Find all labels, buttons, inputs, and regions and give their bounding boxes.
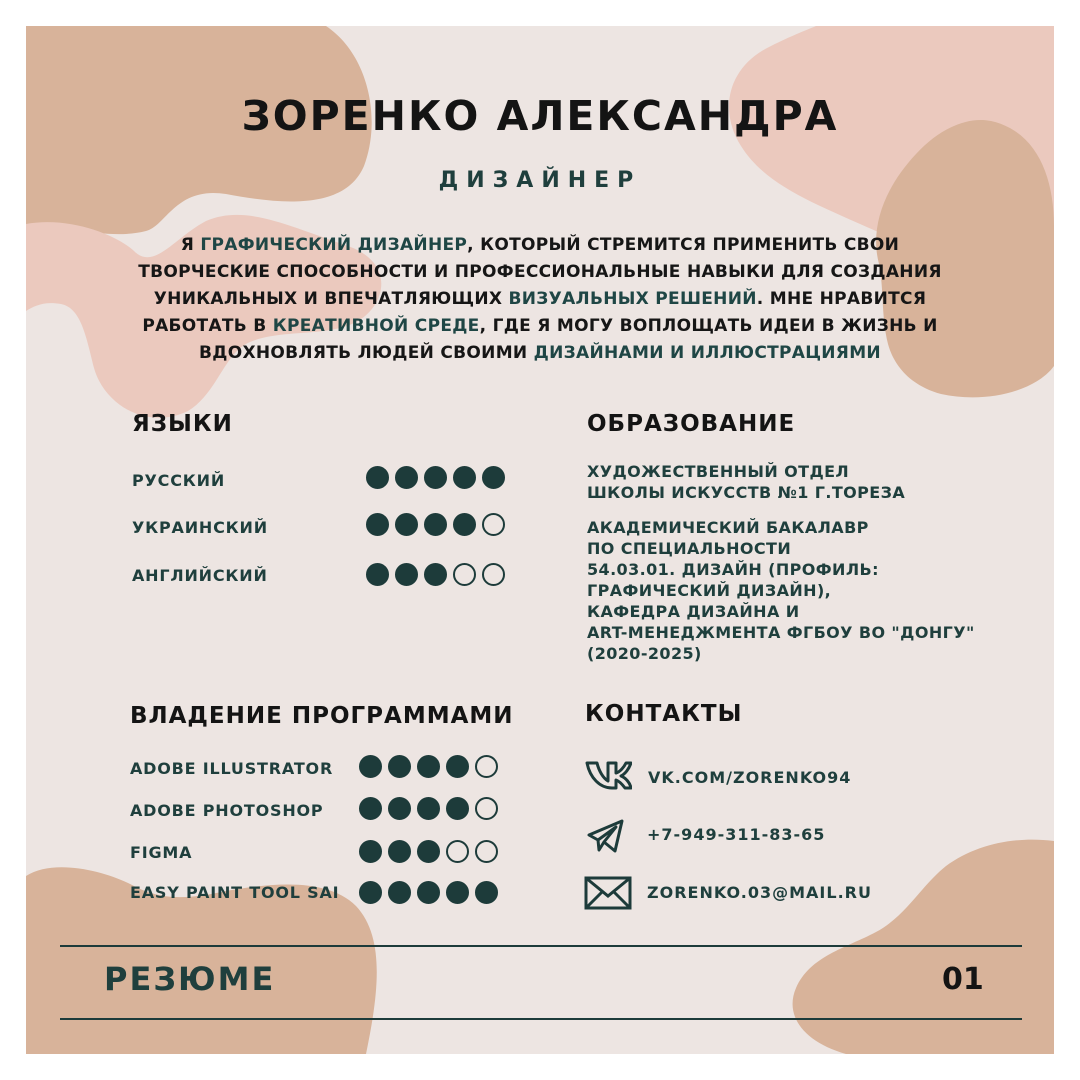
rating-dot-empty [482, 513, 505, 536]
rating-dot-filled [359, 797, 382, 820]
intro-text: , ГДЕ Я МОГУ ВОПЛОЩАТЬ ИДЕИ В ЖИЗНЬ И ВДОХНОВЛЯТЬ ЛЮДЕЙ СВОИМИ [199, 316, 938, 363]
rating-dots [359, 881, 498, 904]
education-heading: ОБРАЗОВАНИЕ [587, 411, 796, 437]
rating-dot-filled [359, 881, 382, 904]
rating-dot-empty [446, 840, 469, 863]
language-label-ukrainian: УКРАИНСКИЙ [132, 518, 268, 537]
rating-dot-filled [388, 881, 411, 904]
contact-email[interactable]: ZORENKO.03@MAIL.RU [647, 883, 872, 902]
rating-dot-filled [359, 840, 382, 863]
rating-dots [366, 563, 505, 586]
language-label-english: АНГЛИЙСКИЙ [132, 566, 268, 585]
education-entry: АКАДЕМИЧЕСКИЙ БАКАЛАВР ПО СПЕЦИАЛЬНОСТИ 54.03.01. ДИЗАЙН (ПРОФИЛЬ: ГРАФИЧЕСКИЙ ДИЗАЙН), КАФЕДРА ДИЗАЙНА И ART-МЕНЕДЖМЕНТА ФГБОУ ВО "ДОНГУ" (2020-2025) [587, 518, 975, 663]
rating-dot-filled [388, 755, 411, 778]
telegram-icon[interactable] [586, 816, 626, 860]
candidate-name: ЗОРЕНКО АЛЕКСАНДРА [241, 92, 839, 140]
intro-paragraph [126, 232, 954, 367]
intro-highlight: КРЕАТИВНОЙ СРЕДЕ [272, 316, 480, 336]
rating-dot-filled [417, 840, 440, 863]
rating-dot-filled [395, 513, 418, 536]
footer-rule-top [60, 945, 1022, 947]
rating-dots [359, 797, 498, 820]
intro-highlight: ВИЗУАЛЬНЫХ РЕШЕНИЙ [508, 289, 757, 309]
education-entry: ХУДОЖЕСТВЕННЫЙ ОТДЕЛ ШКОЛЫ ИСКУССТВ №1 Г.ТОРЕЗА [587, 462, 906, 502]
intro-text: . МНЕ НРАВИТСЯ РАБОТАТЬ В [142, 289, 927, 336]
software-label: ADOBE ILLUSTRATOR [130, 759, 334, 778]
contact-phone[interactable]: +7-949-311-83-65 [647, 825, 826, 844]
rating-dot-filled [395, 563, 418, 586]
rating-dot-filled [366, 466, 389, 489]
rating-dots [366, 513, 505, 536]
rating-dot-filled [453, 513, 476, 536]
rating-dot-filled [475, 881, 498, 904]
vk-icon[interactable] [584, 760, 632, 794]
rating-dot-filled [417, 797, 440, 820]
rating-dot-filled [424, 563, 447, 586]
rating-dot-empty [475, 797, 498, 820]
rating-dot-filled [424, 466, 447, 489]
rating-dot-filled [446, 881, 469, 904]
contact-vk-link[interactable]: VK.COM/ZORENKO94 [648, 768, 852, 787]
rating-dot-empty [453, 563, 476, 586]
rating-dot-filled [366, 513, 389, 536]
software-label: EASY PAINT TOOL SAI [130, 883, 340, 902]
page-number: 01 [942, 962, 984, 997]
intro-text: Я [180, 235, 201, 255]
candidate-role: ДИЗАЙНЕР [438, 168, 642, 193]
rating-dot-filled [453, 466, 476, 489]
software-label: FIGMA [130, 843, 193, 862]
intro-highlight: ДИЗАЙНАМИ И ИЛЛЮСТРАЦИЯМИ [533, 343, 881, 363]
rating-dot-filled [446, 797, 469, 820]
rating-dot-empty [482, 563, 505, 586]
rating-dot-filled [359, 755, 382, 778]
rating-dot-filled [446, 755, 469, 778]
rating-dot-filled [388, 797, 411, 820]
resume-card [26, 26, 1054, 1054]
rating-dot-filled [424, 513, 447, 536]
intro-text: , КОТОРЫЙ СТРЕМИТСЯ ПРИМЕНИТЬ СВОИ ТВОРЧЕСКИЕ СПОСОБНОСТИ И ПРОФЕССИОНАЛЬНЫЕ НАВЫКИ ДЛЯ СОЗДАНИЯ УНИКАЛЬНЫХ И ВПЕЧАТЛЯЮЩИХ [138, 235, 942, 309]
intro-highlight: ГРАФИЧЕСКИЙ ДИЗАЙНЕР [200, 235, 468, 255]
rating-dots [359, 840, 498, 863]
rating-dot-filled [417, 881, 440, 904]
rating-dots [366, 466, 505, 489]
footer-title: РЕЗЮМЕ [104, 960, 276, 998]
rating-dot-filled [366, 563, 389, 586]
mail-icon[interactable] [584, 876, 632, 914]
footer-rule-bottom [60, 1018, 1022, 1020]
languages-heading: ЯЗЫКИ [132, 411, 233, 437]
software-label: ADOBE PHOTOSHOP [130, 801, 324, 820]
rating-dot-empty [475, 840, 498, 863]
contacts-heading: КОНТАКТЫ [585, 701, 743, 727]
rating-dots [359, 755, 498, 778]
rating-dot-filled [482, 466, 505, 489]
language-label-russian: РУССКИЙ [132, 471, 226, 490]
software-heading: ВЛАДЕНИЕ ПРОГРАММАМИ [130, 703, 514, 729]
rating-dot-filled [388, 840, 411, 863]
rating-dot-filled [395, 466, 418, 489]
rating-dot-empty [475, 755, 498, 778]
rating-dot-filled [417, 755, 440, 778]
